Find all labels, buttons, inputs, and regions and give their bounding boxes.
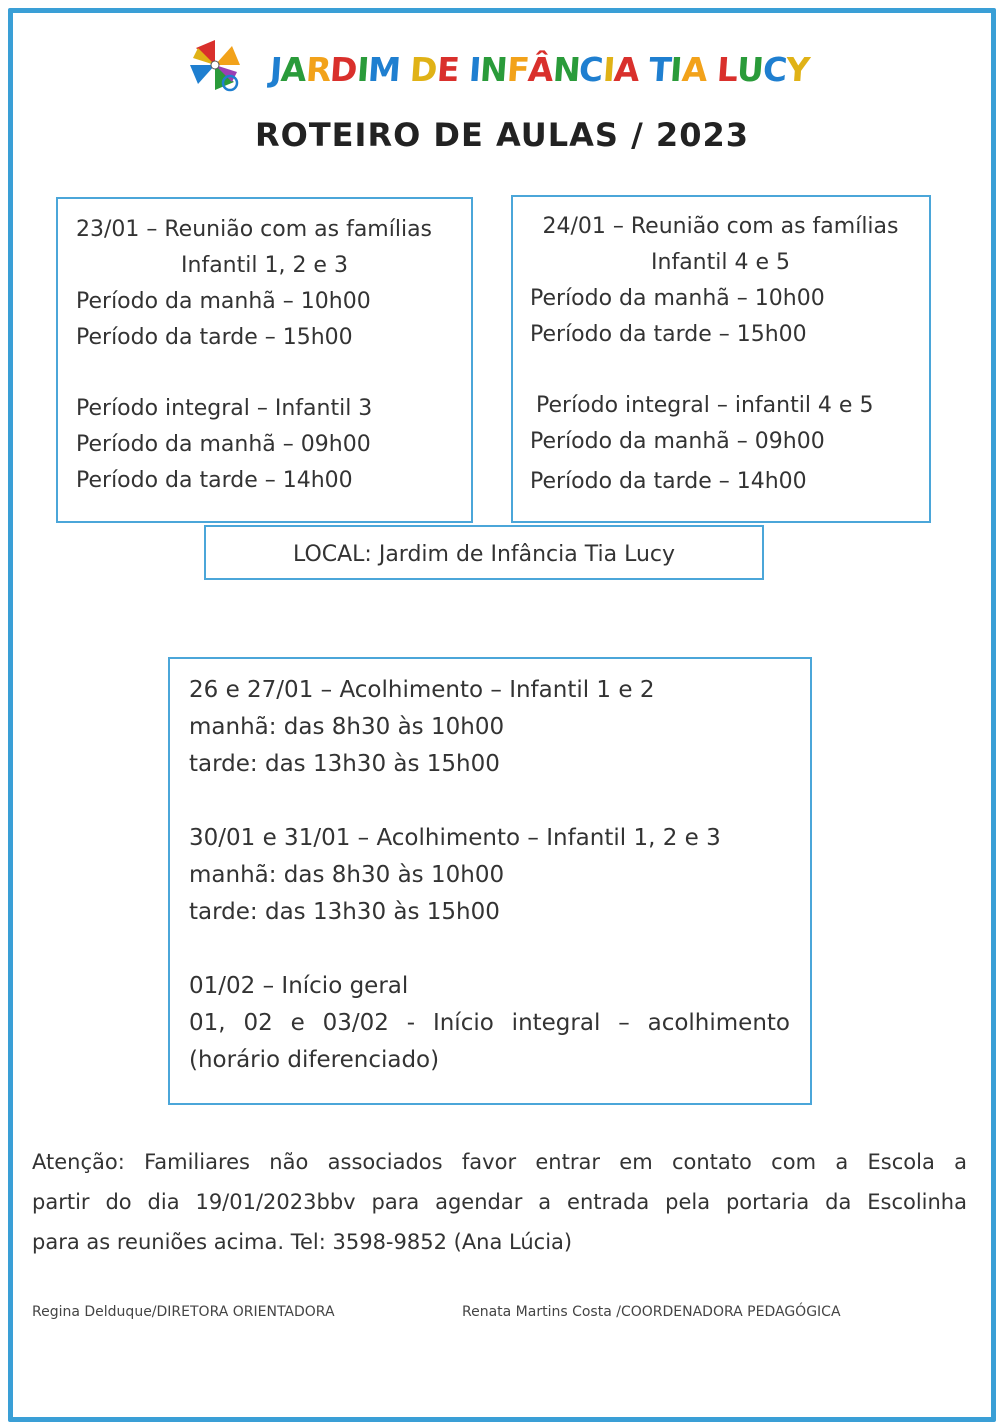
integral-heading-line: Período integral – Infantil 3 xyxy=(76,396,373,421)
coordinator-signature: Renata Martins Costa /COORDENADORA PEDAGÓGICA xyxy=(462,1304,841,1320)
integral-afternoon-line: Período da tarde – 14h00 xyxy=(76,468,353,493)
integral-afternoon-line: Período da tarde – 14h00 xyxy=(530,469,807,494)
meeting-box-infantil-1-2-3 xyxy=(56,197,473,523)
pinwheel-icon xyxy=(186,36,244,94)
meeting-groups-line: Infantil 4 e 5 xyxy=(651,250,790,275)
school-name: JARDIM DE INFÂNCIA TIA LUCY xyxy=(268,50,811,89)
notice-line: partir do dia 19/01/2023bbv para agendar a entrada pela portaria da Escolinha xyxy=(32,1190,967,1214)
reception-morning-1: manhã: das 8h30 às 10h00 xyxy=(189,714,505,740)
meeting-date-line: 23/01 – Reunião com as famílias xyxy=(76,217,433,242)
integral-start-line: 01, 02 e 03/02 - Início integral – acolhimento xyxy=(189,1010,790,1036)
meeting-date-line: 24/01 – Reunião com as famílias xyxy=(542,214,899,239)
notice-line: Atenção: Familiares não associados favor entrar em contato com a Escola a xyxy=(32,1150,967,1174)
different-hours-note: (horário diferenciado) xyxy=(189,1047,440,1073)
afternoon-time-line: Período da tarde – 15h00 xyxy=(76,325,353,350)
meeting-box-infantil-4-5 xyxy=(511,195,931,523)
reception-morning-2: manhã: das 8h30 às 10h00 xyxy=(189,862,505,888)
location-text: LOCAL: Jardim de Infância Tia Lucy xyxy=(292,542,676,567)
reception-afternoon-2: tarde: das 13h30 às 15h00 xyxy=(189,899,500,925)
morning-time-line: Período da manhã – 10h00 xyxy=(76,289,371,314)
integral-morning-line: Período da manhã – 09h00 xyxy=(530,429,825,454)
general-start-line: 01/02 – Início geral xyxy=(189,973,409,999)
meeting-groups-line: Infantil 1, 2 e 3 xyxy=(181,253,348,278)
attention-notice xyxy=(32,1142,967,1262)
page-title: ROTEIRO DE AULAS / 2023 xyxy=(255,116,749,154)
integral-morning-line: Período da manhã – 09h00 xyxy=(76,432,371,457)
integral-heading-line: Período integral – infantil 4 e 5 xyxy=(536,393,874,418)
location-box xyxy=(204,525,764,580)
reception-schedule-box xyxy=(168,657,812,1105)
notice-line: para as reuniões acima. Tel: 3598-9852 (Ana Lúcia) xyxy=(32,1230,573,1254)
reception-heading-1: 26 e 27/01 – Acolhimento – Infantil 1 e 2 xyxy=(189,677,655,703)
afternoon-time-line: Período da tarde – 15h00 xyxy=(530,322,807,347)
director-signature: Regina Delduque/DIRETORA ORIENTADORA xyxy=(32,1304,335,1320)
reception-heading-2: 30/01 e 31/01 – Acolhimento – Infantil 1, 2 e 3 xyxy=(189,825,721,851)
reception-afternoon-1: tarde: das 13h30 às 15h00 xyxy=(189,751,500,777)
morning-time-line: Período da manhã – 10h00 xyxy=(530,286,825,311)
